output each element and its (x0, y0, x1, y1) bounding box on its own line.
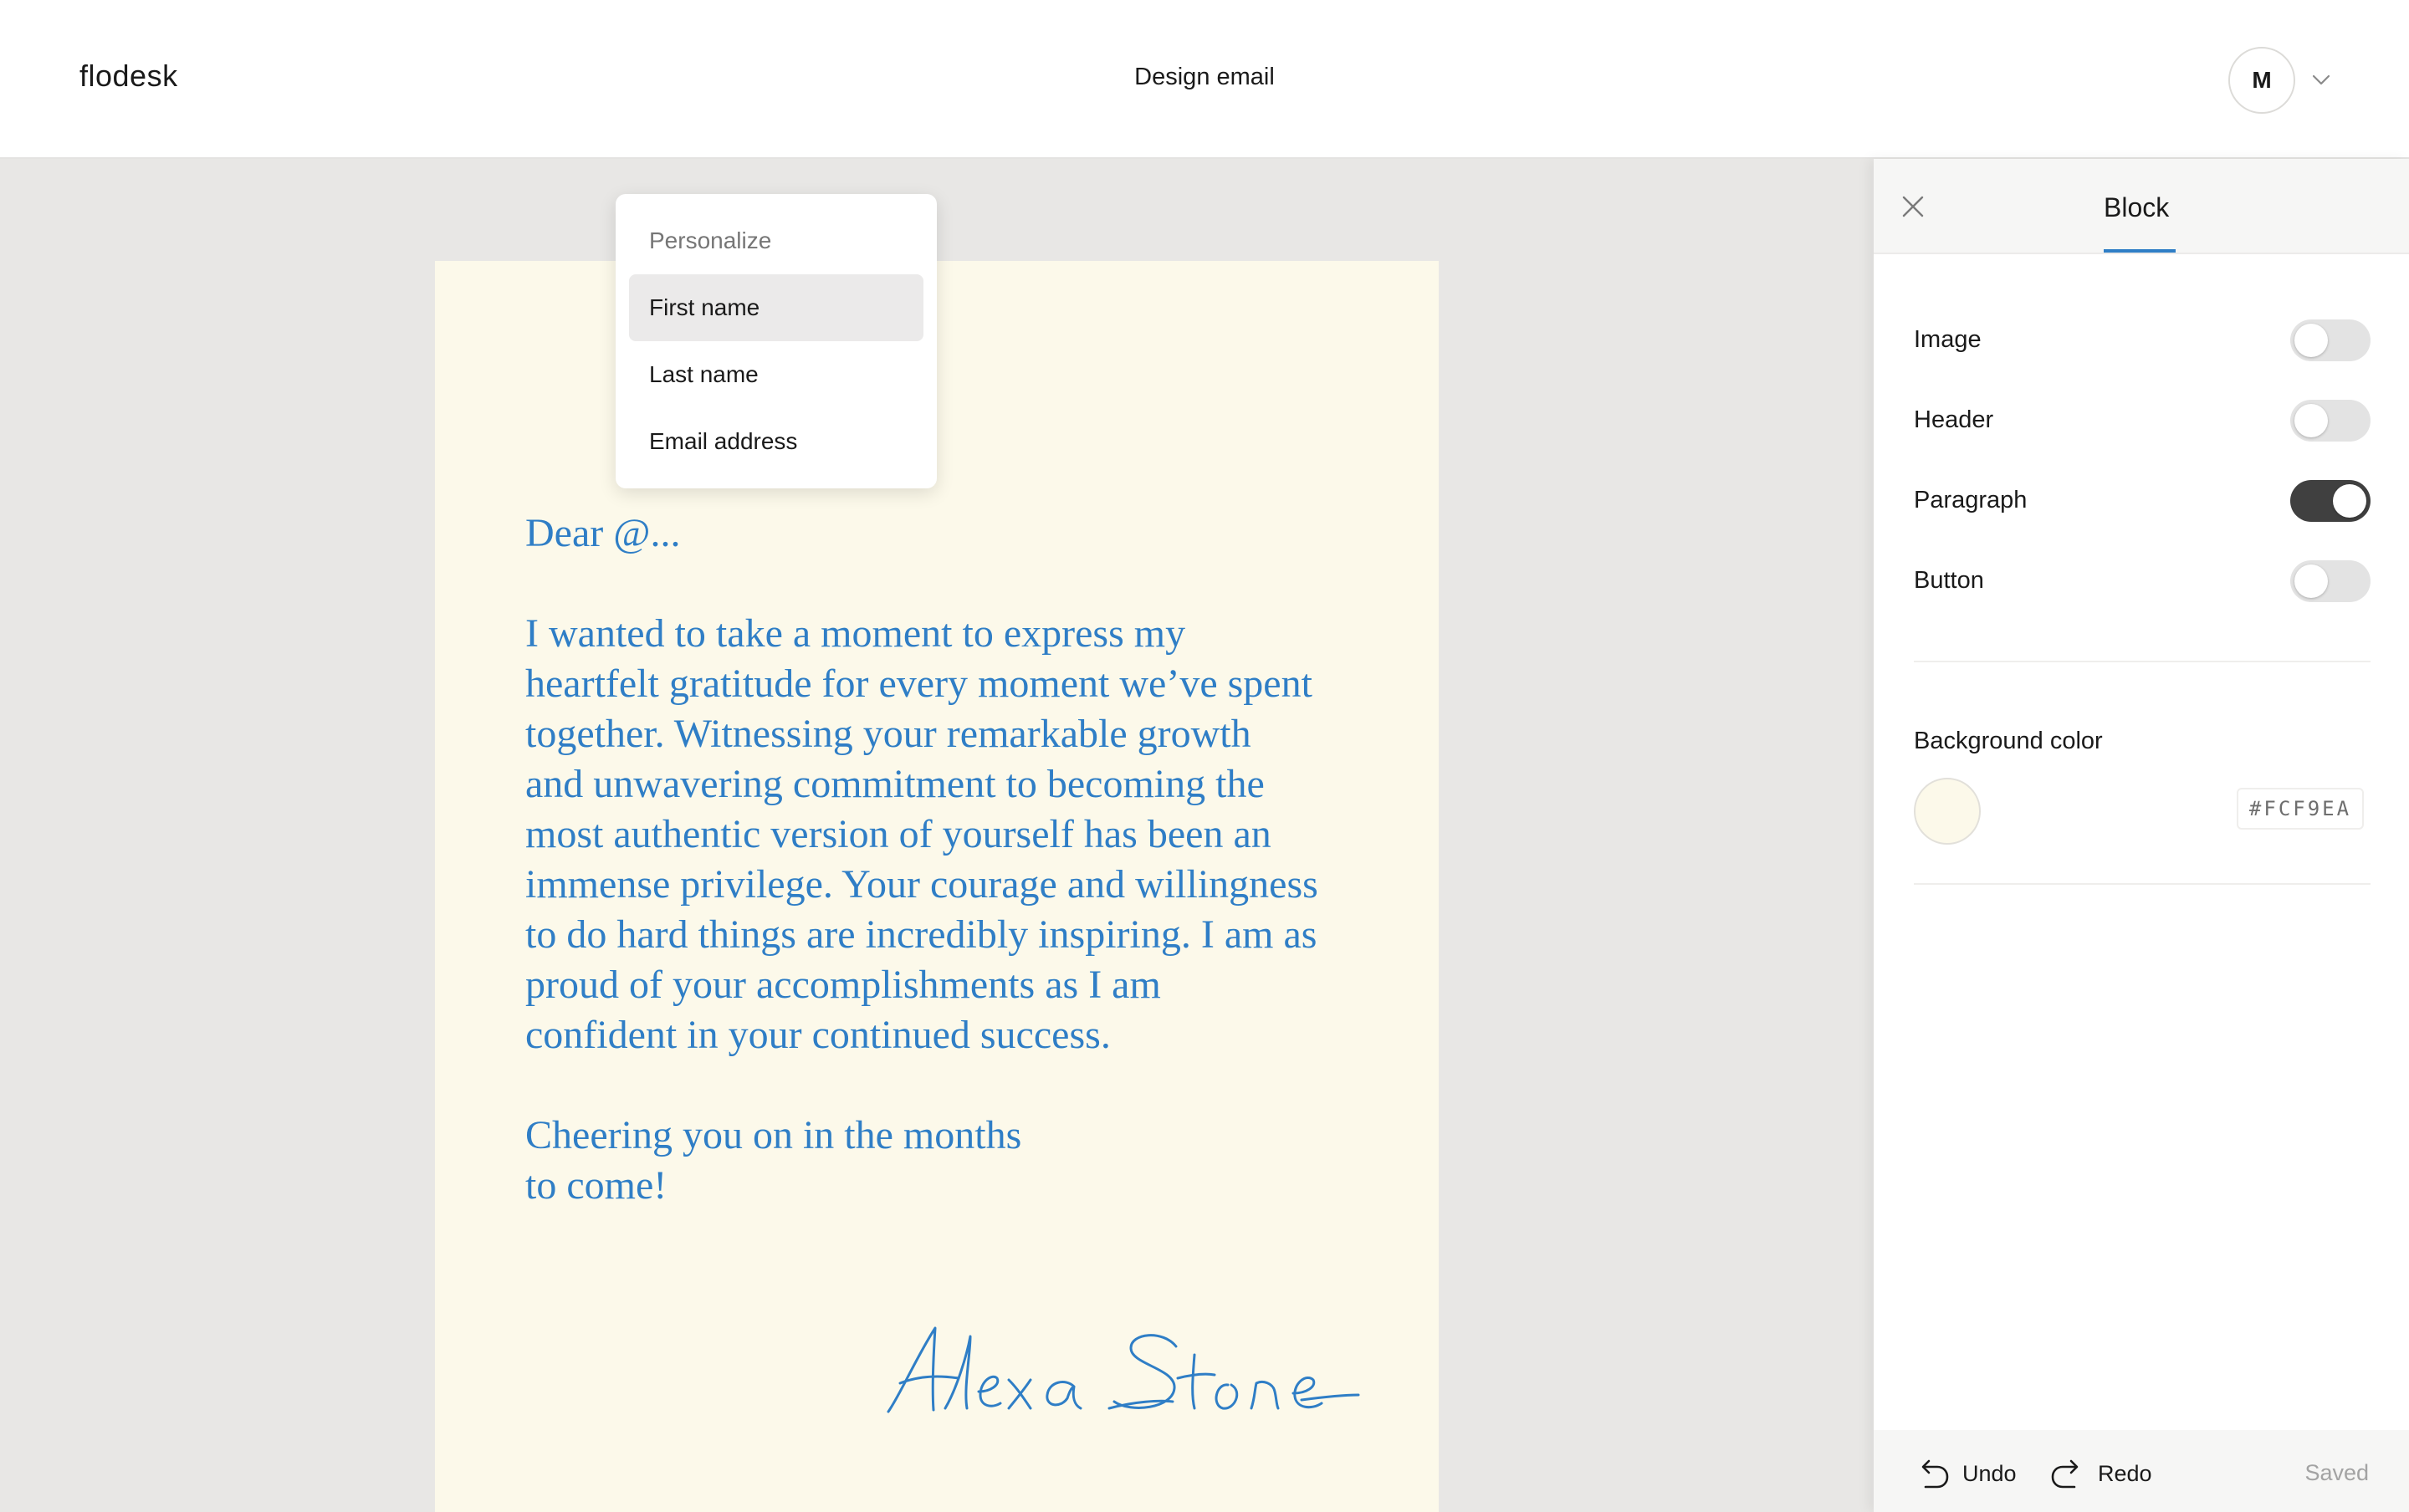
menu-item-first-name[interactable]: First name (629, 274, 923, 341)
redo-button[interactable] (2049, 1455, 2152, 1492)
closing-line: to come! (525, 1163, 667, 1208)
account-avatar[interactable]: M (2228, 47, 2295, 114)
image-toggle[interactable] (2290, 319, 2371, 361)
email-paragraph[interactable] (525, 508, 1370, 1261)
toggle-row-paragraph (1914, 480, 2371, 522)
background-color-label: Background color (1914, 728, 2103, 754)
body-line: heartfelt gratitude for every moment we’ve spent (525, 662, 1312, 706)
block-settings-panel (1874, 159, 2409, 1512)
toggle-knob (2294, 324, 2328, 357)
panel-header (1874, 159, 2409, 254)
greeting-text: Dear @... (525, 511, 681, 555)
toggle-label-paragraph: Paragraph (1914, 487, 2028, 513)
body-line: together. Witnessing your remarkable growth (525, 712, 1251, 756)
email-greeting[interactable] (525, 508, 1370, 559)
personalize-menu-title: Personalize (649, 227, 772, 253)
body-line: proud of your accomplishments as I am (525, 963, 1161, 1007)
toggle-label-image: Image (1914, 326, 1982, 353)
section-divider (1914, 883, 2371, 885)
top-bar (0, 0, 2409, 159)
body-line: I wanted to take a moment to express my (525, 611, 1186, 656)
button-toggle[interactable] (2290, 560, 2371, 602)
body-line: immense privilege. Your courage and willingness (525, 862, 1318, 907)
background-color-swatch[interactable] (1914, 778, 1981, 845)
toggle-knob (2294, 564, 2328, 598)
chevron-down-icon[interactable] (2309, 67, 2334, 92)
toggle-label-header: Header (1914, 406, 1994, 433)
brand-logo[interactable]: flodesk (79, 59, 178, 93)
background-color-hex-input[interactable]: #FCF9EA (2237, 788, 2364, 830)
body-line: and unwavering commitment to becoming the (525, 762, 1265, 806)
section-divider (1914, 661, 2371, 662)
tab-active-indicator (2104, 249, 2176, 253)
menu-item-last-name[interactable]: Last name (649, 361, 759, 387)
paragraph-toggle[interactable] (2290, 480, 2371, 522)
toggle-row-image (1914, 319, 2371, 361)
save-status: Saved (2304, 1460, 2369, 1485)
toggle-label-button: Button (1914, 567, 1984, 594)
tab-block[interactable]: Block (2104, 192, 2170, 222)
signature-image[interactable] (883, 1321, 1360, 1422)
body-line: confident in your continued success. (525, 1013, 1111, 1057)
menu-item-email-address[interactable]: Email address (649, 428, 798, 454)
undo-button[interactable] (1914, 1455, 2017, 1492)
toggle-knob (2333, 484, 2366, 518)
toggle-knob (2294, 404, 2328, 437)
panel-footer (1874, 1430, 2409, 1512)
body-line: most authentic version of yourself has been an (525, 812, 1271, 856)
header-toggle[interactable] (2290, 400, 2371, 442)
toggle-row-button (1914, 560, 2371, 602)
page-title: Design email (1134, 64, 1275, 90)
personalize-menu (616, 194, 937, 488)
undo-icon (1914, 1455, 1951, 1492)
close-icon[interactable] (1900, 194, 1926, 219)
undo-label: Undo (1962, 1460, 2017, 1486)
redo-icon (2049, 1455, 2086, 1492)
body-line: to do hard things are incredibly inspiring. I am as (525, 912, 1317, 957)
email-body[interactable] (525, 609, 1370, 1060)
redo-label: Redo (2098, 1460, 2152, 1486)
closing-line: Cheering you on in the months (525, 1113, 1022, 1157)
toggle-row-header (1914, 400, 2371, 442)
email-closing[interactable] (525, 1111, 1370, 1211)
